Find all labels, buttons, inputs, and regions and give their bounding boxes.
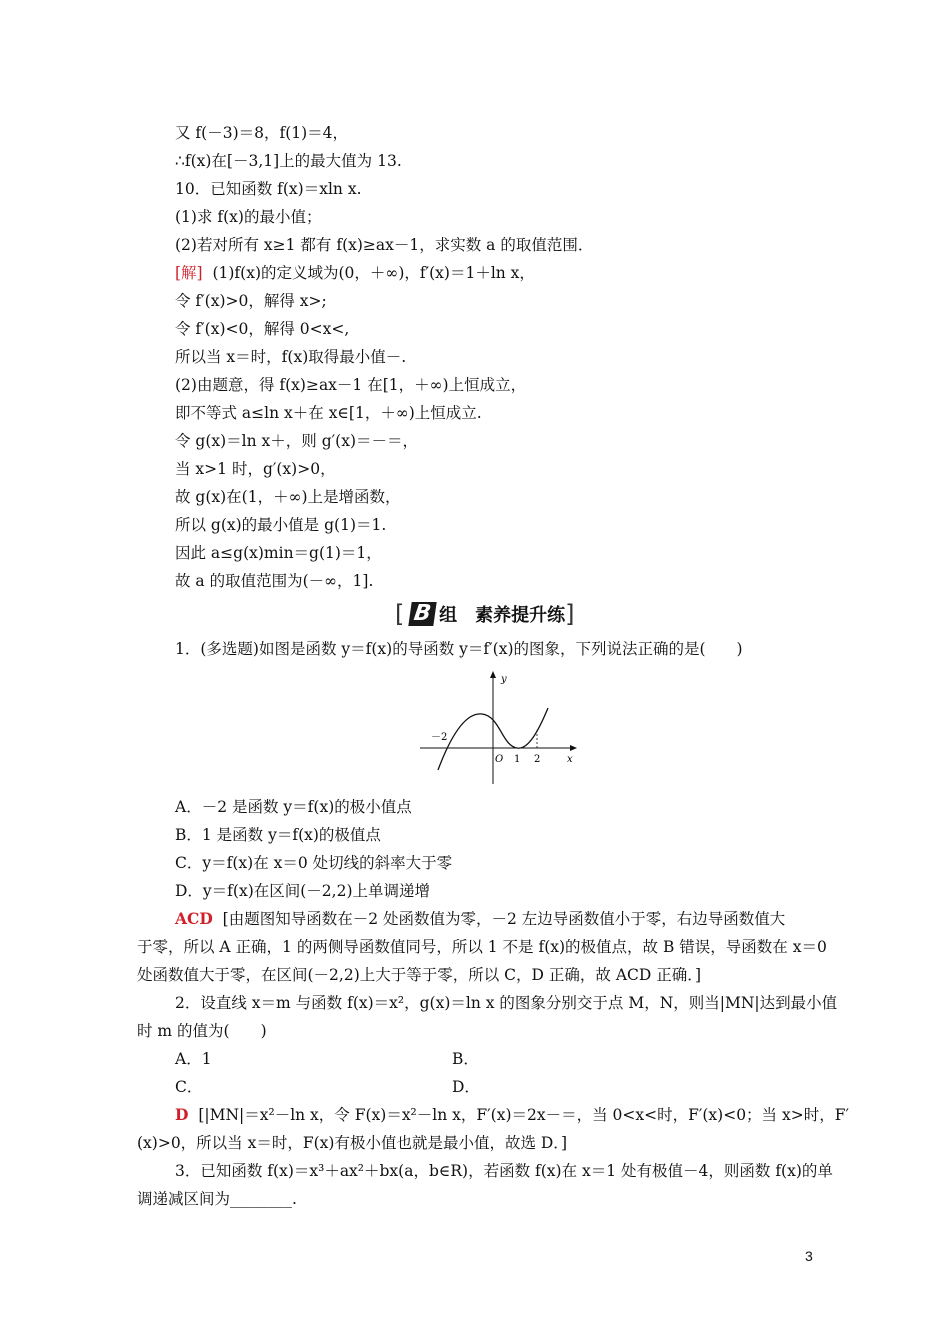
question-3-stem-cont: 调递减区间为________. [137, 1190, 297, 1208]
question-2-stem: 2．设直线 x＝m 与函数 f(x)＝x²，g(x)＝ln x 的图象分别交于点 M，N，则当|MN|达到最小值 [175, 994, 838, 1012]
section-header [395, 600, 575, 628]
y-label: y [501, 674, 507, 685]
text-line: ∴f(x)在[－3,1]上的最大值为 13. [175, 152, 402, 170]
text-line: 令 g(x)＝ln x＋，则 g′(x)＝－＝， [175, 432, 418, 450]
option-d: D．y＝f(x)在区间(－2,2)上单调递增 [175, 882, 431, 900]
solution-tag: [解] [175, 264, 203, 282]
question-10-stem: 10．已知函数 f(x)＝xln x. [175, 180, 362, 198]
question-2-stem-cont: 时 m 的值为( ) [137, 1022, 267, 1040]
group-logo: B [409, 602, 437, 626]
question-10-part2: (2)若对所有 x≥1 都有 f(x)≥ax－1，求实数 a 的取值范围． [175, 236, 594, 254]
tick-label-1: 1 [514, 754, 521, 765]
text-line: 当 x>1 时，g′(x)>0， [175, 460, 336, 478]
q1-explain-3: 处函数值大于零，在区间(－2,2)上大于等于零，所以 C，D 正确，故 ACD 正确．] [137, 966, 702, 984]
question-1-stem: 1．(多选题)如图是函数 y＝f(x)的导函数 y＝f′(x)的图象，下列说法正确的是( ) [175, 640, 743, 658]
bracket-right: ] [565, 600, 575, 628]
x-label: x [567, 754, 573, 765]
q1-answer-line [175, 908, 785, 930]
x-axis-arrow [570, 745, 577, 751]
origin-label: O [495, 754, 504, 765]
q1-explain-2: 于零，所以 A 正确，1 的两侧导函数值同号，所以 1 不是 f(x)的极值点，故 B 错误，导函数在 x＝0 [137, 938, 827, 956]
bracket-left: [ [395, 600, 405, 628]
text-line: 故 g(x)在(1，＋∞)上是增函数， [175, 488, 401, 506]
tick-label-neg2: －2 [431, 732, 448, 743]
page-number: 3 [805, 1248, 813, 1264]
text-line: 又 f(－3)＝8，f(1)＝4， [175, 124, 349, 142]
derivative-graph [420, 668, 580, 786]
q1-answer: ACD [175, 909, 213, 928]
text-line: 故 a 的取值范围为(－∞，1]. [175, 572, 374, 590]
q2-explain-2: (x)>0，所以当 x＝时，F(x)有极小值也就是最小值，故选 D．] [137, 1134, 568, 1152]
q1-explain-1: [由题图知导函数在－2 处函数值为零，－2 左边导函数值小于零，右边导函数值大 [222, 910, 786, 928]
q2-option-d: D． [452, 1078, 480, 1096]
solution-first: (1)f(x)的定义域为(0，＋∞)，f′(x)＝1＋ln x， [212, 264, 535, 282]
tick-label-2: 2 [534, 754, 541, 765]
q2-option-a: A．1 [175, 1050, 212, 1068]
option-b: B．1 是函数 y＝f(x)的极值点 [175, 826, 381, 844]
section-title: 组 素养提升练 [439, 605, 566, 626]
question-3-stem: 3．已知函数 f(x)＝x³＋ax²＋bx(a，b∈R)，若函数 f(x)在 x＝1 处有极值－4，则函数 f(x)的单 [175, 1162, 833, 1180]
text-line: 令 f′(x)>0，解得 x>; [175, 292, 327, 310]
q2-answer-line [175, 1104, 849, 1126]
q2-answer: D [175, 1105, 189, 1124]
text-line: 所以 g(x)的最小值是 g(1)＝1. [175, 516, 387, 534]
question-10-part1: (1)求 f(x)的最小值； [175, 208, 322, 226]
option-a: A．－2 是函数 y＝f(x)的极小值点 [175, 798, 412, 816]
option-c: C．y＝f(x)在 x＝0 处切线的斜率大于零 [175, 854, 453, 872]
text-line: 即不等式 a≤ln x＋在 x∈[1，＋∞)上恒成立. [175, 404, 482, 422]
solution-line [175, 262, 535, 284]
q2-option-c: C． [175, 1078, 203, 1096]
text-line: 因此 a≤g(x)min＝g(1)＝1， [175, 544, 382, 562]
text-line: 令 f′(x)<0，解得 0<x<, [175, 320, 350, 338]
text-line: (2)由题意，得 f(x)≥ax－1 在[1，＋∞)上恒成立， [175, 376, 527, 394]
text-line: 所以当 x＝时，f(x)取得最小值－. [175, 348, 407, 366]
q2-explain-1: [|MN|＝x²－ln x，令 F(x)＝x²－ln x，F′(x)＝2x－＝，当 0<x<时，F′(x)<0；当 x>时，F′ [198, 1106, 849, 1124]
y-axis-arrow [490, 671, 496, 678]
q2-option-b: B． [452, 1050, 479, 1068]
